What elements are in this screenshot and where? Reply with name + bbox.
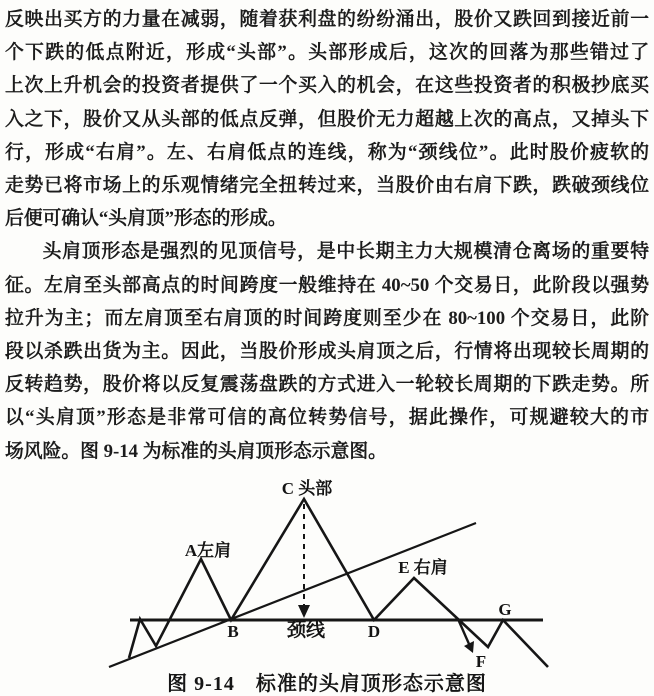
label-left-shoulder: A左肩 (184, 541, 232, 560)
text-line: 段以杀跌出货为主。因此，当股价形成头肩顶之后，行情将出现较长周期的 (5, 341, 649, 363)
text-line: 个下跌的低点附近，形成“头部”。头部形成后，这次的回落为那些错过了 (5, 42, 649, 64)
label-right-shoulder: E 右肩 (398, 558, 448, 577)
label-head: C 头部 (281, 479, 333, 498)
body-text (5, 3, 649, 468)
text-line: 场风险。图 9-14 为标准的头肩顶形态示意图。 (5, 440, 387, 462)
label-neckline: 颈线 (286, 620, 326, 641)
label-point-f: F (475, 652, 487, 668)
text-line: 后便可确认“头肩顶”形态的形成。 (5, 208, 287, 230)
text-line: 走势已将市场上的乐观情绪完全扭转过来，当股价由右肩下跌，跌破颈线位 (5, 175, 649, 197)
text-line: 入之下，股价又从头部的低点反弹，但股价无力超越上次的高点，又掉头下 (5, 108, 649, 130)
head-shoulders-top-diagram (0, 455, 654, 668)
text-line: 上次上升机会的投资者提供了一个买入的机会，在这些投资者的积极抄底买 (5, 75, 649, 97)
text-line: 以“头肩顶”形态是非常可信的高位转势信号，据此操作，可规避较大的市 (5, 407, 649, 429)
text-line: 拉升为主；而左肩顶至右肩顶的时间跨度则至少在 80~100 个交易日，此阶 (5, 307, 649, 329)
label-point-g: G (498, 600, 512, 619)
figure-caption: 图 9-14 标准的头肩顶形态示意图 (167, 673, 487, 695)
text-line: 行，形成“右肩”。左、右肩低点的连线，称为“颈线位”。此时股价疲软的 (5, 141, 649, 163)
down-arrow-icon (298, 605, 310, 618)
text-line: 征。左肩至头部高点的时间跨度一般维持在 40~50 个交易日，此阶段以强势 (5, 274, 649, 296)
text-line: 反转趋势，股价将以反复震荡盘跌的方式进入一轮较长周期的下跌走势。所 (5, 374, 649, 396)
label-point-d: D (367, 622, 381, 641)
text-line: 头肩顶形态是强烈的见顶信号，是中长期主力大规模清仓离场的重要特 (42, 241, 649, 263)
price-line (129, 499, 548, 667)
text-line: 反映出买方的力量在减弱，随着获利盘的纷纷涌出，股价又跌回到接近前一 (5, 9, 649, 30)
trend-line (109, 523, 476, 667)
label-point-b: B (227, 622, 239, 641)
